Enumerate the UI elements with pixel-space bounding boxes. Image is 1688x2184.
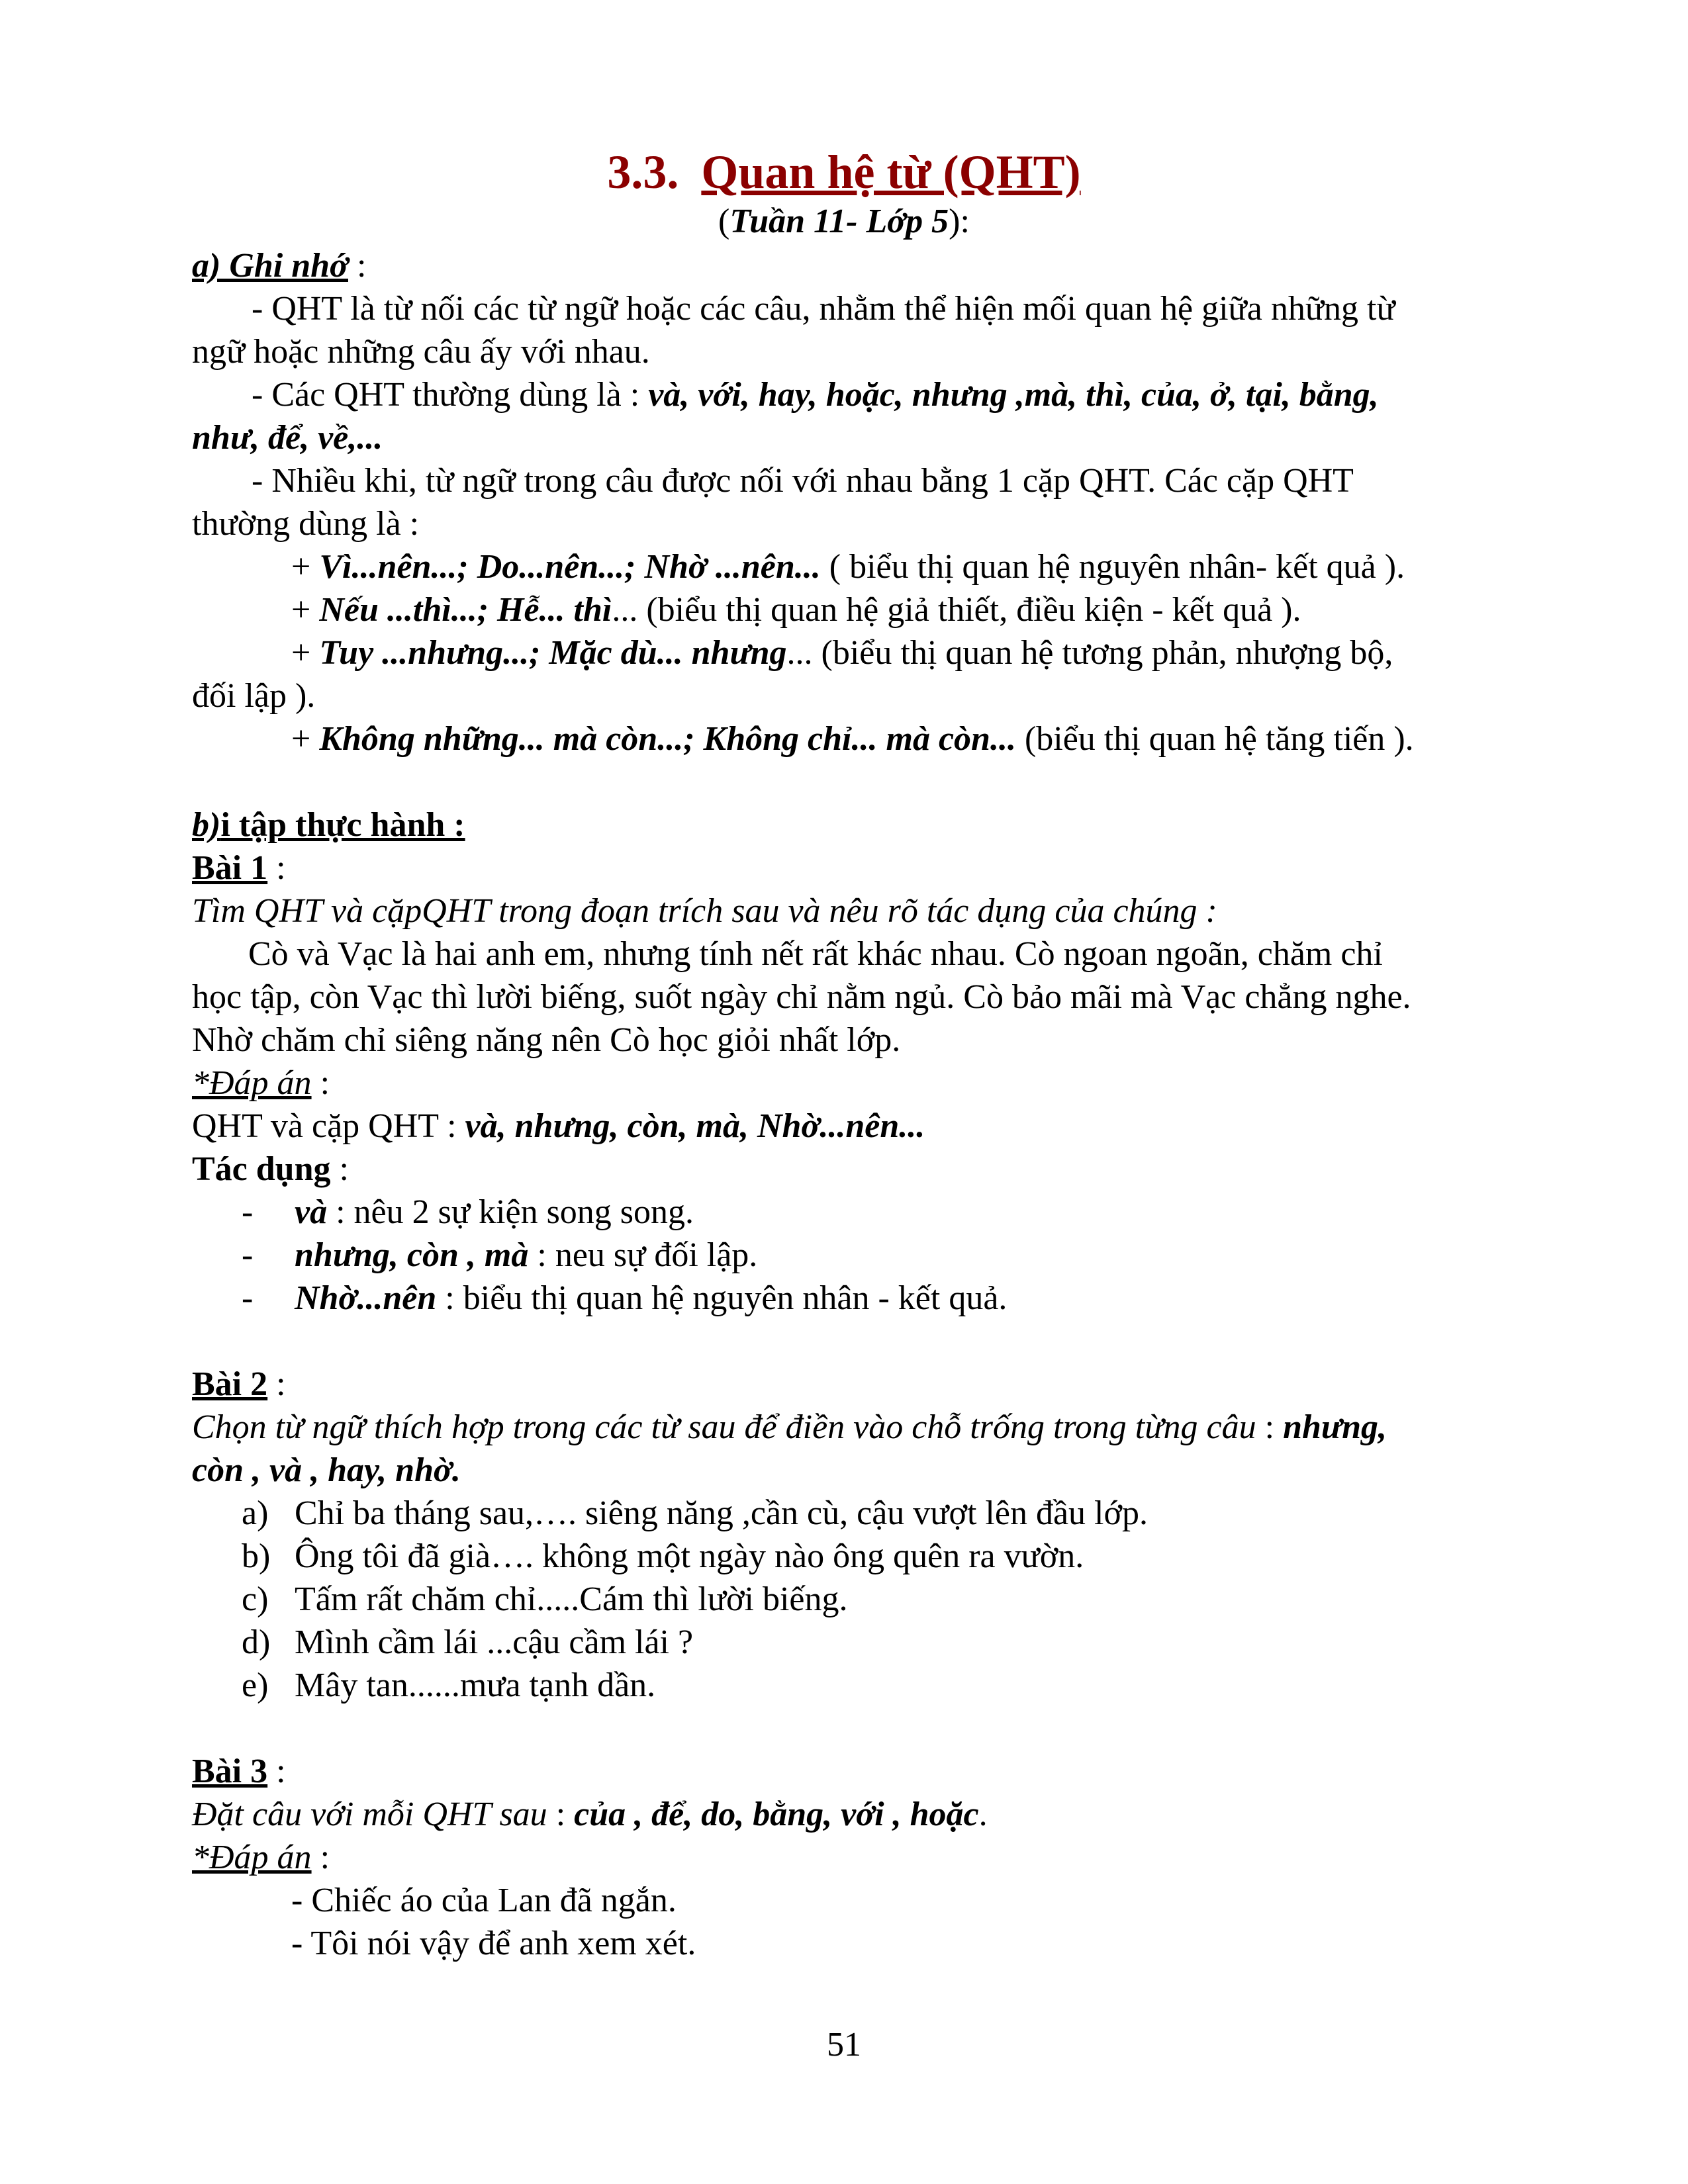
effect-item: - và : nêu 2 sự kiện song song. — [242, 1193, 694, 1231]
pairs-intro-line-1: - Nhiều khi, từ ngữ trong câu được nối với nhau bằng 1 cặp QHT. Các cặp QHT — [252, 462, 1354, 500]
exercise-1-passage-3: Nhờ chăm chỉ siêng năng nên Cò học giỏi nhất lớp. — [192, 1021, 901, 1059]
section-title: Quan hệ từ (QHT) — [701, 146, 1081, 199]
week-grade-label: Tuần 11- Lớp 5 — [729, 203, 949, 240]
pair-cause-effect: + Vì...nên...; Do...nên...; Nhờ ...nên... ( biểu thị quan hệ nguyên nhân- kết quả ). — [291, 548, 1405, 586]
fill-item: e) Mây tan......mưa tạnh dần. — [242, 1666, 656, 1704]
definition-line-1: - QHT là từ nối các từ ngữ hoặc các câu, nhằm thể hiện mối quan hệ giữa những từ — [252, 290, 1395, 328]
effect-item: - nhưng, còn , mà : neu sự đối lập. — [242, 1236, 758, 1274]
exercise-2-prompt-1: Chọn từ ngữ thích hợp trong các từ sau để điền vào chỗ trống trong từng câu : nhưng, — [192, 1408, 1387, 1446]
pair-increase: + Không những... mà còn...; Không chỉ... mà còn... (biểu thị quan hệ tăng tiến ). — [291, 720, 1414, 758]
fill-item: a) Chỉ ba tháng sau,…. siêng năng ,cần cù, cậu vượt lên đầu lớp. — [242, 1494, 1148, 1532]
common-qht-line-2: như, để, về,... — [192, 419, 383, 457]
exercise-1-prompt: Tìm QHT và cặpQHT trong đoạn trích sau và nêu rõ tác dụng của chúng : — [192, 892, 1217, 930]
fill-item: d) Mình cầm lái ...cậu cầm lái ? — [242, 1623, 694, 1661]
fill-item: b) Ông tôi đã già…. không một ngày nào ông quên ra vườn. — [242, 1537, 1084, 1575]
answer-sentence: - Chiếc áo của Lan đã ngắn. — [291, 1882, 677, 1919]
section-number: 3.3. — [607, 146, 679, 199]
definition-line-2: ngữ hoặc những câu ấy với nhau. — [192, 333, 650, 371]
section-b-heading: b)i tập thực hành : — [192, 806, 465, 844]
exercise-1-effect-label: Tác dụng : — [192, 1150, 349, 1188]
pair-contrast: + Tuy ...nhưng...; Mặc dù... nhưng... (biểu thị quan hệ tương phản, nhượng bộ, — [291, 634, 1393, 672]
answer-sentence: - Tôi nói vậy để anh xem xét. — [291, 1925, 696, 1962]
exercise-3-heading: Bài 3 : — [192, 1752, 286, 1790]
pairs-intro-line-2: thường dùng là : — [192, 505, 420, 543]
page-title — [0, 142, 1688, 202]
common-qht-line-1: - Các QHT thường dùng là : và, với, hay, hoặc, nhưng ,mà, thì, của, ở, tại, bằng, — [252, 376, 1379, 414]
exercise-1-answer-label: *Đáp án : — [192, 1064, 330, 1102]
fill-item: c) Tấm rất chăm chỉ.....Cám thì lười biếng. — [242, 1580, 848, 1618]
page-number: 51 — [827, 2026, 861, 2064]
exercise-3-prompt: Đặt câu với mỗi QHT sau : của , để, do, bằng, với , hoặc. — [192, 1796, 988, 1833]
pair-condition: + Nếu ...thì...; Hễ... thì... (biểu thị quan hệ giả thiết, điều kiện - kết quả ). — [291, 591, 1301, 629]
exercise-2-heading: Bài 2 : — [192, 1365, 286, 1403]
exercise-1-heading: Bài 1 : — [192, 849, 286, 887]
exercise-1-passage-2: học tập, còn Vạc thì lười biếng, suốt ngày chỉ nằm ngủ. Cò bảo mãi mà Vạc chẳng nghe. — [192, 978, 1411, 1016]
pair-contrast-cont: đối lập ). — [192, 677, 316, 715]
exercise-3-answer-label: *Đáp án : — [192, 1839, 330, 1876]
section-a-heading: a) Ghi nhớ : — [192, 247, 367, 285]
page-subtitle: (Tuần 11- Lớp 5): — [718, 203, 970, 240]
exercise-1-passage-1: Cò và Vạc là hai anh em, nhưng tính nết rất khác nhau. Cò ngoan ngoãn, chăm chỉ — [248, 935, 1383, 973]
effect-item: - Nhờ...nên : biểu thị quan hệ nguyên nhân - kết quả. — [242, 1279, 1008, 1317]
exercise-2-prompt-2: còn , và , hay, nhờ. — [192, 1451, 461, 1489]
exercise-1-qht-list: QHT và cặp QHT : và, nhưng, còn, mà, Nhờ...nên... — [192, 1107, 925, 1145]
